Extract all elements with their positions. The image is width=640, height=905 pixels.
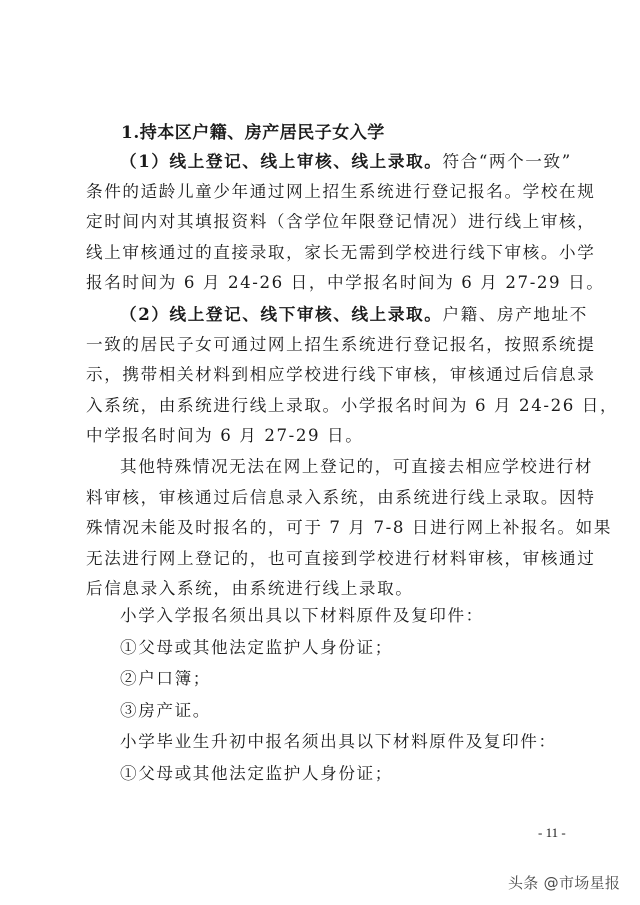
paragraph-offline-review [86, 299, 619, 452]
paragraph-line: 殊情况未能及时报名的，可于 7 月 7-8 日进行网上补报名。如果 [86, 518, 613, 538]
list-item: ③房产证。 [120, 700, 211, 720]
list-item: ①父母或其他法定监护人身份证； [120, 763, 393, 783]
paragraph-lead: （2）线上登记、线下审核、线上录取。 [120, 304, 443, 324]
paragraph-line [86, 299, 589, 330]
list-intro: 小学毕业生升初中报名须出具以下材料原件及复印件： [120, 732, 557, 751]
list-item: ①父母或其他法定监护人身份证； [120, 637, 393, 657]
list-item: ②户口簿； [120, 669, 211, 688]
paragraph-special-cases [86, 452, 613, 605]
list-intro: 小学入学报名须出具以下材料原件及复印件： [120, 606, 484, 625]
paragraph-line: 线上审核通过的直接录取，家长无需到学校进行线下审核。小学 [86, 242, 596, 262]
paragraph-line: 定时间内对其填报资料（含学位年限登记情况）进行线上审核， [86, 212, 596, 232]
paragraph-line: 报名时间为 6 月 24-26 日，中学报名时间为 6 月 27-29 日。 [86, 273, 605, 293]
paragraph-line: 中学报名时间为 6 月 27-29 日。 [86, 426, 364, 446]
paragraph-text: 户籍、房产地址不 [442, 305, 589, 324]
paragraph-online-registration [86, 146, 605, 299]
section-heading: 1.持本区户籍、房产居民子女入学 [121, 123, 385, 143]
paragraph-line: 无法进行网上登记的，也可直接到学校进行材料审核，审核通过 [86, 548, 596, 568]
paragraph-lead: （1）线上登记、线上审核、线上录取。 [120, 151, 443, 171]
paragraph-line: 入系统，由系统进行线上录取。小学报名时间为 6 月 24-26 日， [86, 395, 619, 415]
paragraph-text: 符合“两个一致” [442, 152, 572, 171]
source-watermark: 头条 @市场星报 [508, 874, 621, 892]
paragraph-line [86, 146, 572, 177]
paragraph-line: 条件的适龄儿童少年通过网上招生系统进行登记报名。学校在规 [86, 181, 596, 201]
primary-materials-list [120, 600, 557, 789]
paragraph-line: 后信息录入系统，由系统进行线上录取。 [86, 579, 414, 599]
paragraph-line: 一致的居民子女可通过网上招生系统进行登记报名，按照系统提 [86, 334, 596, 354]
paragraph-line: 料审核，审核通过后信息录入系统，由系统进行线上录取。因特 [86, 487, 596, 507]
page-number: - 11 - [538, 825, 566, 840]
paragraph-line: 其他特殊情况无法在网上登记的，可直接去相应学校进行材 [120, 457, 594, 476]
paragraph-line: 示，携带相关材料到相应学校进行线下审核，审核通过后信息录 [86, 365, 596, 385]
